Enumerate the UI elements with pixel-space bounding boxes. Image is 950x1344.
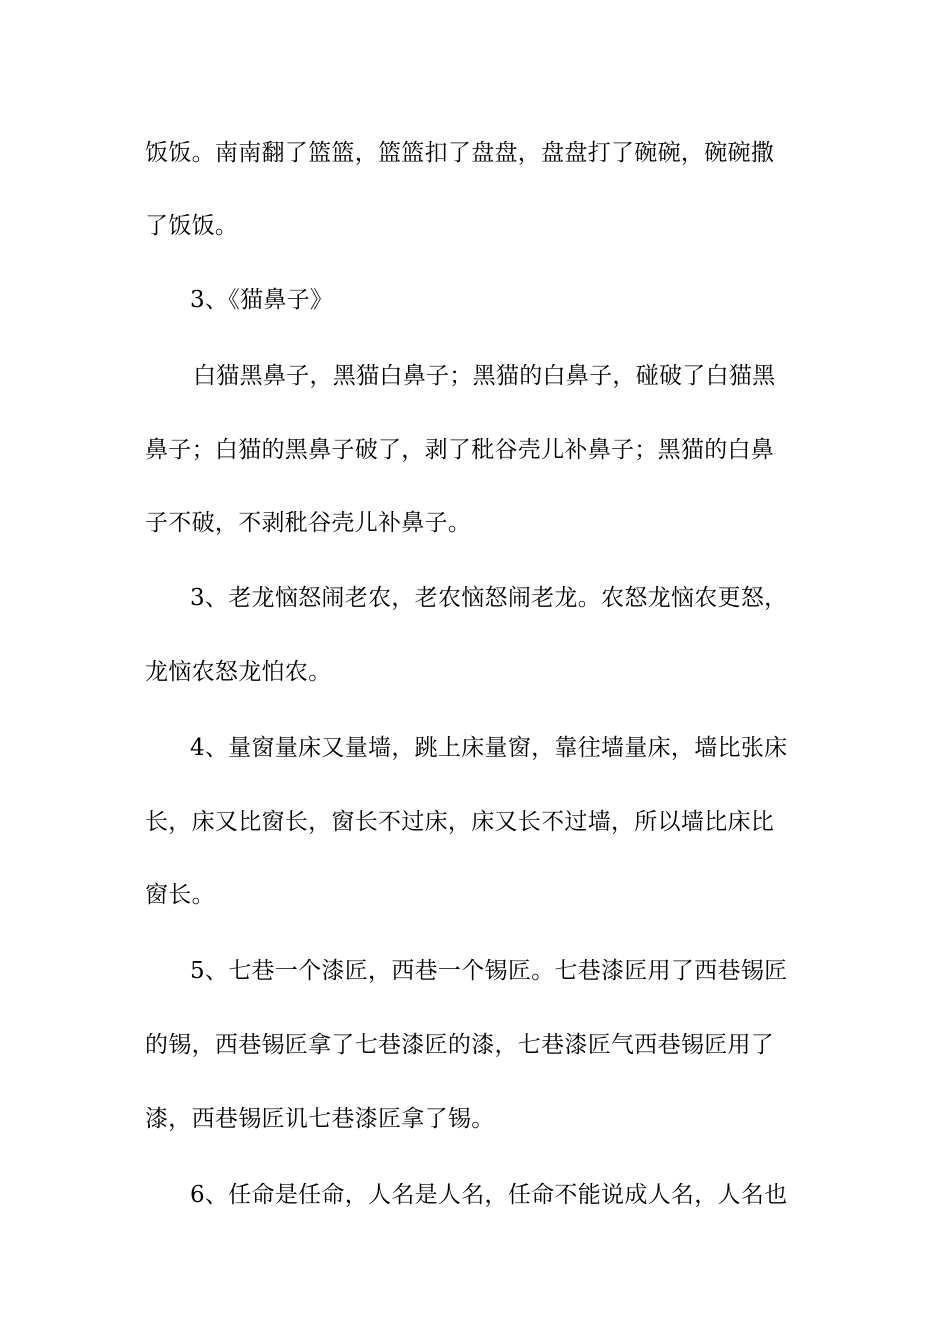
- text-line: 窗长。: [145, 882, 215, 908]
- text-line: 饭饭。南南翻了篮篮，篮篮扣了盘盘，盘盘打了碗碗，碗碗撒: [145, 140, 775, 166]
- text-line: 5、七巷一个漆匠，西巷一个锡匠。七巷漆匠用了西巷锡匠: [190, 958, 788, 984]
- text-line: 长，床又比窗长，窗长不过床，床又长不过墙，所以墙比床比: [145, 809, 775, 835]
- text-line: 了饭饭。: [145, 213, 239, 239]
- text-line: 鼻子；白猫的黑鼻子破了，剥了秕谷壳儿补鼻子；黑猫的白鼻: [145, 437, 775, 463]
- text-line: 子不破，不剥秕谷壳儿补鼻子。: [145, 510, 472, 536]
- text-line: 3、老龙恼怒闹老农，老农恼怒闹老龙。农怒龙恼农更怒，: [190, 585, 788, 611]
- text-line: 的锡，西巷锡匠拿了七巷漆匠的漆，七巷漆匠气西巷锡匠用了: [145, 1032, 775, 1058]
- section-heading: 3、《猫鼻子》: [190, 287, 334, 313]
- text-line: 6、任命是任命，人名是人名，任命不能说成人名，人名也: [190, 1182, 788, 1208]
- text-line: 漆，西巷锡匠讥七巷漆匠拿了锡。: [145, 1106, 495, 1132]
- text-line: 4、量窗量床又量墙，跳上床量窗，靠往墙量床，墙比张床: [190, 735, 788, 761]
- text-line: 龙恼农怒龙怕农。: [145, 659, 332, 685]
- text-line: 白猫黑鼻子，黑猫白鼻子；黑猫的白鼻子，碰破了白猫黑: [193, 363, 776, 389]
